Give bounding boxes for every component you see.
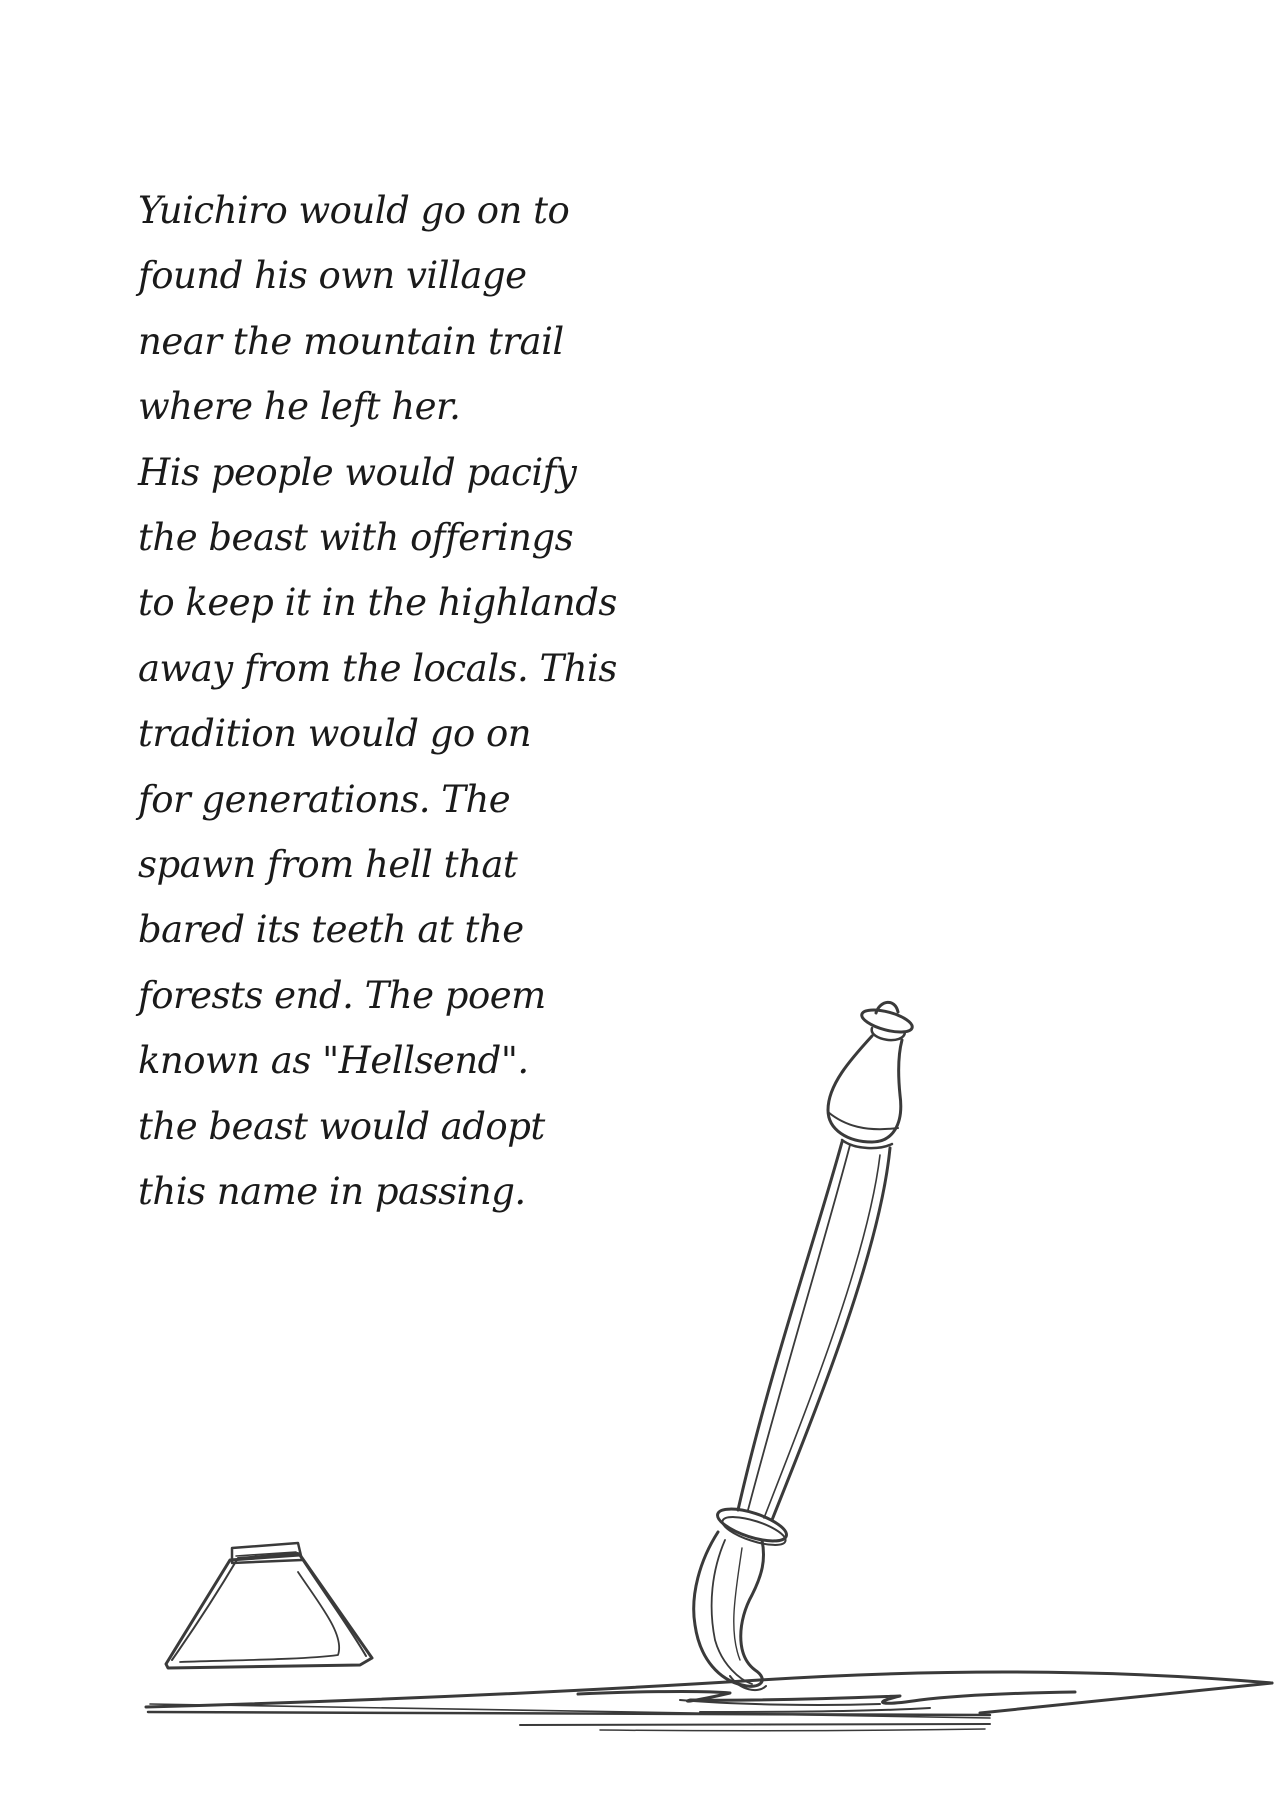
poem-line: the beast with offerings (138, 516, 574, 560)
poem-line: Yuichiro would go on to (138, 189, 570, 232)
poem-line: to keep it in the highlands (138, 581, 617, 625)
poem-line: the beast would adopt (138, 1104, 545, 1148)
brush-and-ink-sketch (0, 980, 1280, 1810)
poem-line: spawn from hell that (138, 843, 518, 887)
poem-line: found his own village (138, 254, 527, 298)
poem-line: this name in passing. (138, 1170, 526, 1214)
ink-pot (166, 1543, 372, 1668)
ink-strokes (578, 1691, 1075, 1712)
poem-line: forests end. The poem (138, 973, 546, 1017)
poem-line: where he left her. (138, 385, 461, 429)
poem-line: bared its teeth at the (138, 908, 524, 952)
poem-line: His people would pacify (138, 450, 577, 494)
brush (694, 1002, 915, 1690)
poem-line: away from the locals. This (138, 646, 617, 690)
poem-line: tradition would go on (138, 712, 532, 756)
poem-line: known as "Hellsend". (138, 1039, 529, 1083)
poem-line: near the mountain trail (138, 319, 564, 363)
poem-line: for generations. The (138, 777, 511, 821)
